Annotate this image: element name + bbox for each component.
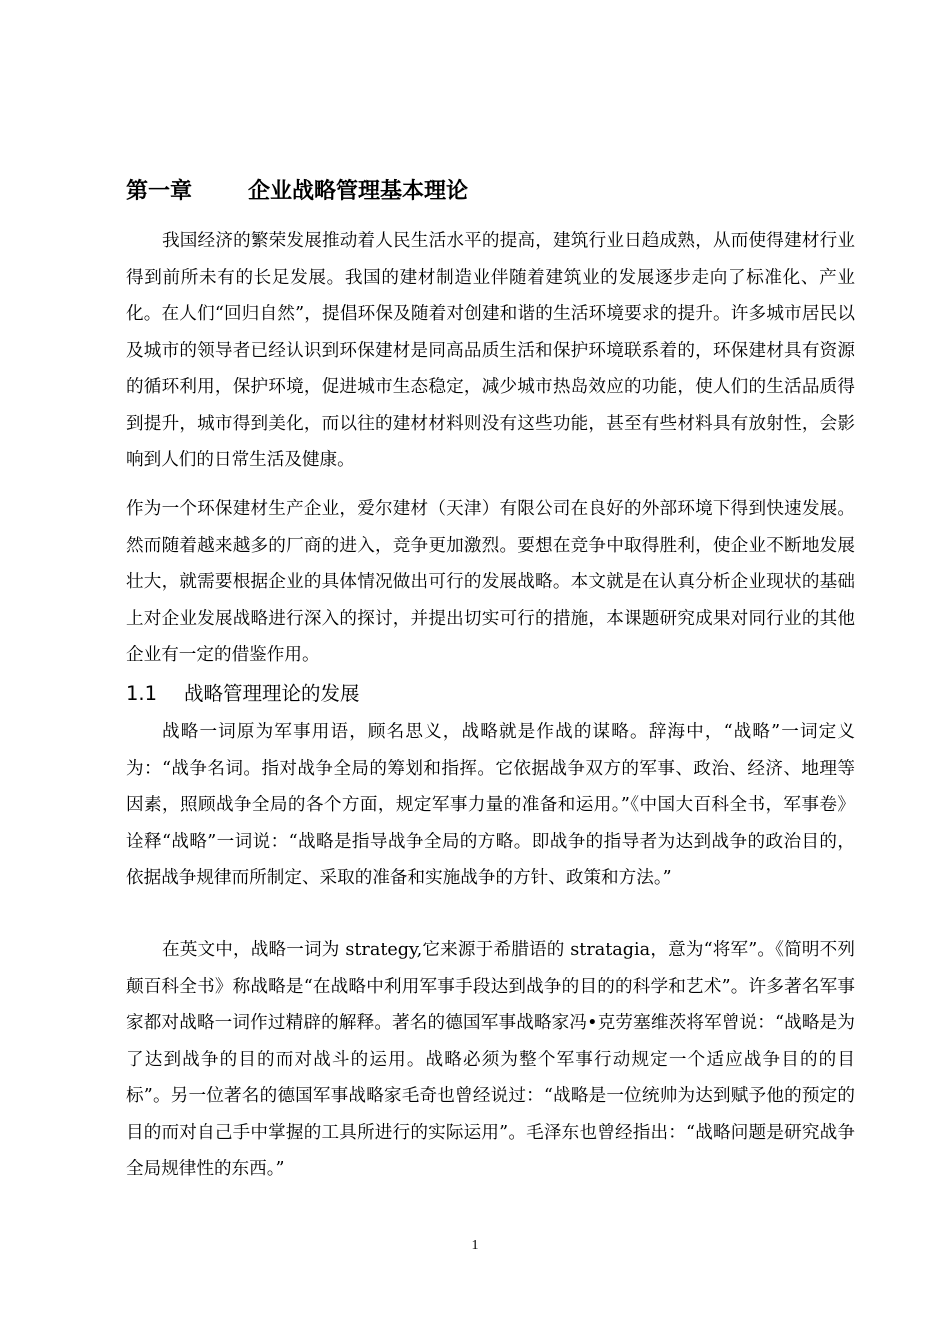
chapter-title: 企业战略管理基本理论 bbox=[248, 179, 469, 204]
section-title: 战略管理理论的发展 bbox=[184, 682, 360, 705]
paragraph-intro: 我国经济的繁荣发展推动着人民生活水平的提高，建筑行业日趋成熟，从而使得建材行业得到前所未有的长足发展。我国的建材制造业伴随着建筑业的发展逐步走向了标准化、产业化。在人们“回归自然”，提倡环保及随着对创建和谐的生活环境要求的提升。许多城市居民以及城市的领导者已经认识到环保建材是同高品质生活和保护环境联系着的，环保建材具有资源的循环利用，保护环境，促进城市生态稳定，减少城市热岛效应的功能，使人们的生活品质得到提升，城市得到美化，而以往的建材材料则没有这些功能，甚至有些材料具有放射性，会影响到人们的日常生活及健康。 bbox=[126, 231, 855, 470]
chapter-heading bbox=[126, 174, 468, 210]
paragraph-company: 作为一个环保建材生产企业，爱尔建材（天津）有限公司在良好的外部环境下得到快速发展。然而随着越来越多的厂商的进入，竞争更加激烈。要想在竞争中取得胜利，使企业不断地发展壮大，就需要根据企业的具体情况做出可行的发展战略。本文就是在认真分析企业现状的基础上对企业发展战略进行深入的探讨，并提出切实可行的措施，本课题研究成果对同行业的其他企业有一定的借鉴作用。 bbox=[126, 499, 855, 665]
chapter-number: 第一章 bbox=[126, 179, 193, 204]
page-number: 1 bbox=[471, 1238, 479, 1253]
paragraph-strategy-definition: 战略一词原为军事用语，顾名思义，战略就是作战的谋略。辞海中，“战略”一词定义为：“战争名词。指对战争全局的筹划和指挥。它依据战争双方的军事、政治、经济、地理等因素，照顾战争全局的各个方面，规定军事力量的准备和运用。”《中国大百科全书，军事卷》诠释“战略”一词说：“战略是指导战争全局的方略。即战争的指导者为达到战争的政治目的，依据战争规律而所制定、采取的准备和实施战争的方针、政策和方法。” bbox=[126, 722, 855, 888]
section-heading bbox=[126, 676, 360, 712]
section-number: 1.1 bbox=[126, 682, 158, 705]
paragraph-strategy-english: 在英文中，战略一词为 strategy,它来源于希腊语的 stratagia，意为“将军”。《简明不列颠百科全书》称战略是“在战略中利用军事手段达到战争的目的的科学和艺术”。许多著名军事家都对战略一词作过精辟的解释。著名的德国军事战略家冯•克劳塞维茨将军曾说：“战略是为了达到战争的目的而对战斗的运用。战略必须为整个军事行动规定一个适应战争目的的目标”。另一位著名的德国军事战略家毛奇也曾经说过：“战略是一位统帅为达到赋予他的预定的目的而对自己手中掌握的工具所进行的实际运用”。毛泽东也曾经指出：“战略问题是研究战争全局规律性的东西。” bbox=[126, 940, 855, 1179]
